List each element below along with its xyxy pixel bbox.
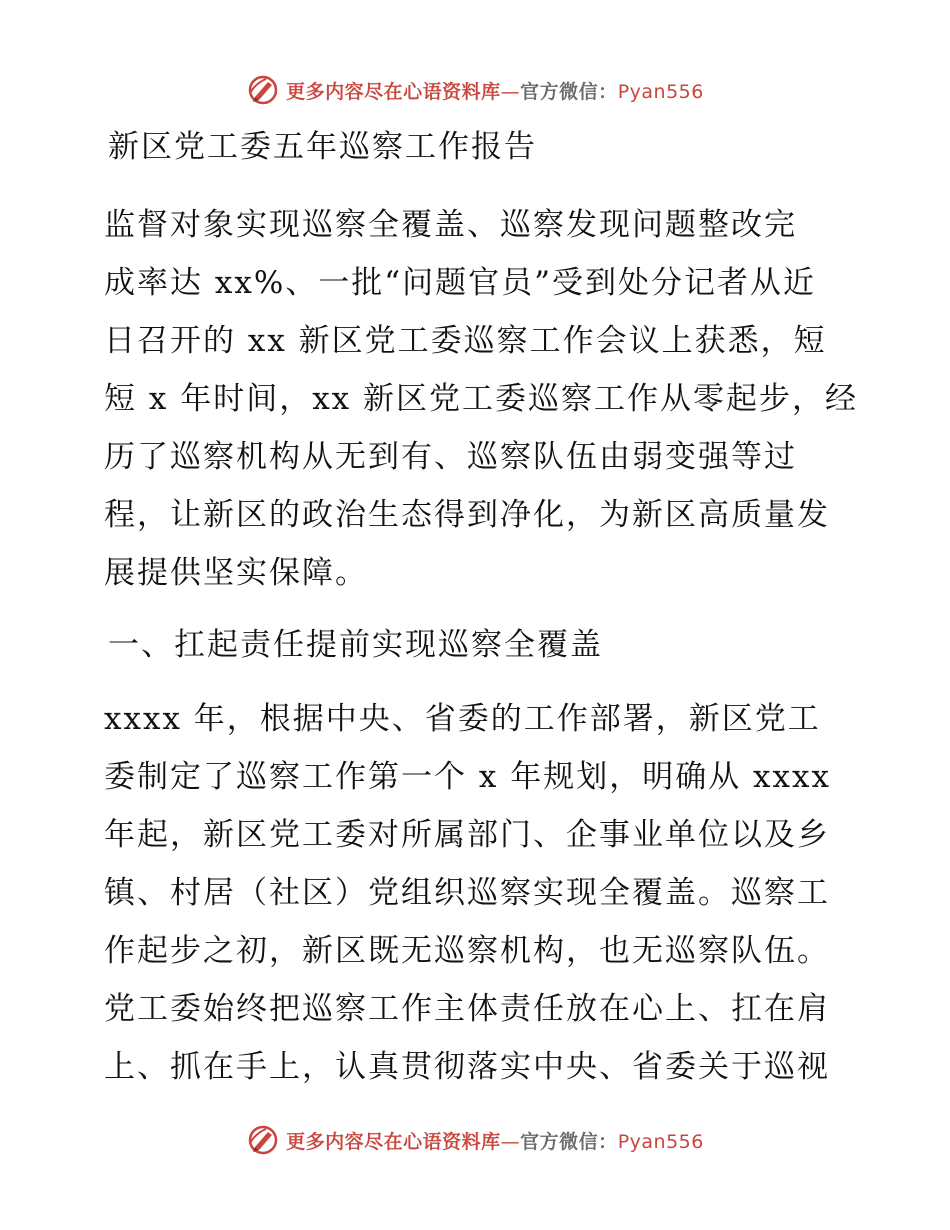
document-title: 新区党工委五年巡察工作报告 <box>108 129 537 165</box>
watermark-dash: — <box>500 1130 521 1153</box>
paragraph-line: xxxx 年，根据中央、省委的工作部署，新区党工 <box>104 701 821 737</box>
watermark-dash: — <box>500 80 521 103</box>
watermark-site: 更多内容尽在心语资料库 <box>286 1130 501 1153</box>
watermark-text <box>286 77 704 104</box>
watermark-site: 更多内容尽在心语资料库 <box>286 80 501 103</box>
intro-paragraph <box>104 196 864 602</box>
watermark-id: Pyan556 <box>617 80 704 103</box>
watermark-text <box>286 1127 704 1154</box>
paragraph-line: 党工委始终把巡察工作主体责任放在心上、扛在肩 <box>104 991 830 1027</box>
paragraph-line: 监督对象实现巡察全覆盖、巡察发现问题整改完 <box>104 207 797 243</box>
section-paragraph <box>104 690 864 1096</box>
pen-logo-icon <box>246 73 280 107</box>
paragraph-line: 展提供坚实保障。 <box>104 555 368 591</box>
paragraph-line: 成率达 xx%、一批“问题官员”受到处分记者从近 <box>104 265 816 301</box>
paragraph-line: 日召开的 xx 新区党工委巡察工作会议上获悉，短 <box>104 323 827 359</box>
paragraph-line: 委制定了巡察工作第一个 x 年规划，明确从 xxxx <box>104 759 831 795</box>
paragraph-line: 短 x 年时间，xx 新区党工委巡察工作从零起步，经 <box>104 381 859 417</box>
paragraph-line: 程，让新区的政治生态得到净化，为新区高质量发 <box>104 497 830 533</box>
footer-watermark <box>0 1120 950 1160</box>
paragraph-line: 年起，新区党工委对所属部门、企事业单位以及乡 <box>104 817 830 853</box>
section-heading: 一、扛起责任提前实现巡察全覆盖 <box>108 627 603 663</box>
paragraph-line: 镇、村居（社区）党组织巡察实现全覆盖。巡察工 <box>104 875 830 911</box>
paragraph-line: 上、抓在手上，认真贯彻落实中央、省委关于巡视 <box>104 1049 830 1085</box>
watermark-label: 官方微信： <box>520 1130 618 1153</box>
pen-logo-icon <box>246 1123 280 1157</box>
paragraph-line: 作起步之初，新区既无巡察机构，也无巡察队伍。 <box>104 933 830 969</box>
paragraph-line: 历了巡察机构从无到有、巡察队伍由弱变强等过 <box>104 439 797 475</box>
header-watermark <box>0 70 950 110</box>
watermark-label: 官方微信： <box>520 80 618 103</box>
watermark-id: Pyan556 <box>617 1130 704 1153</box>
